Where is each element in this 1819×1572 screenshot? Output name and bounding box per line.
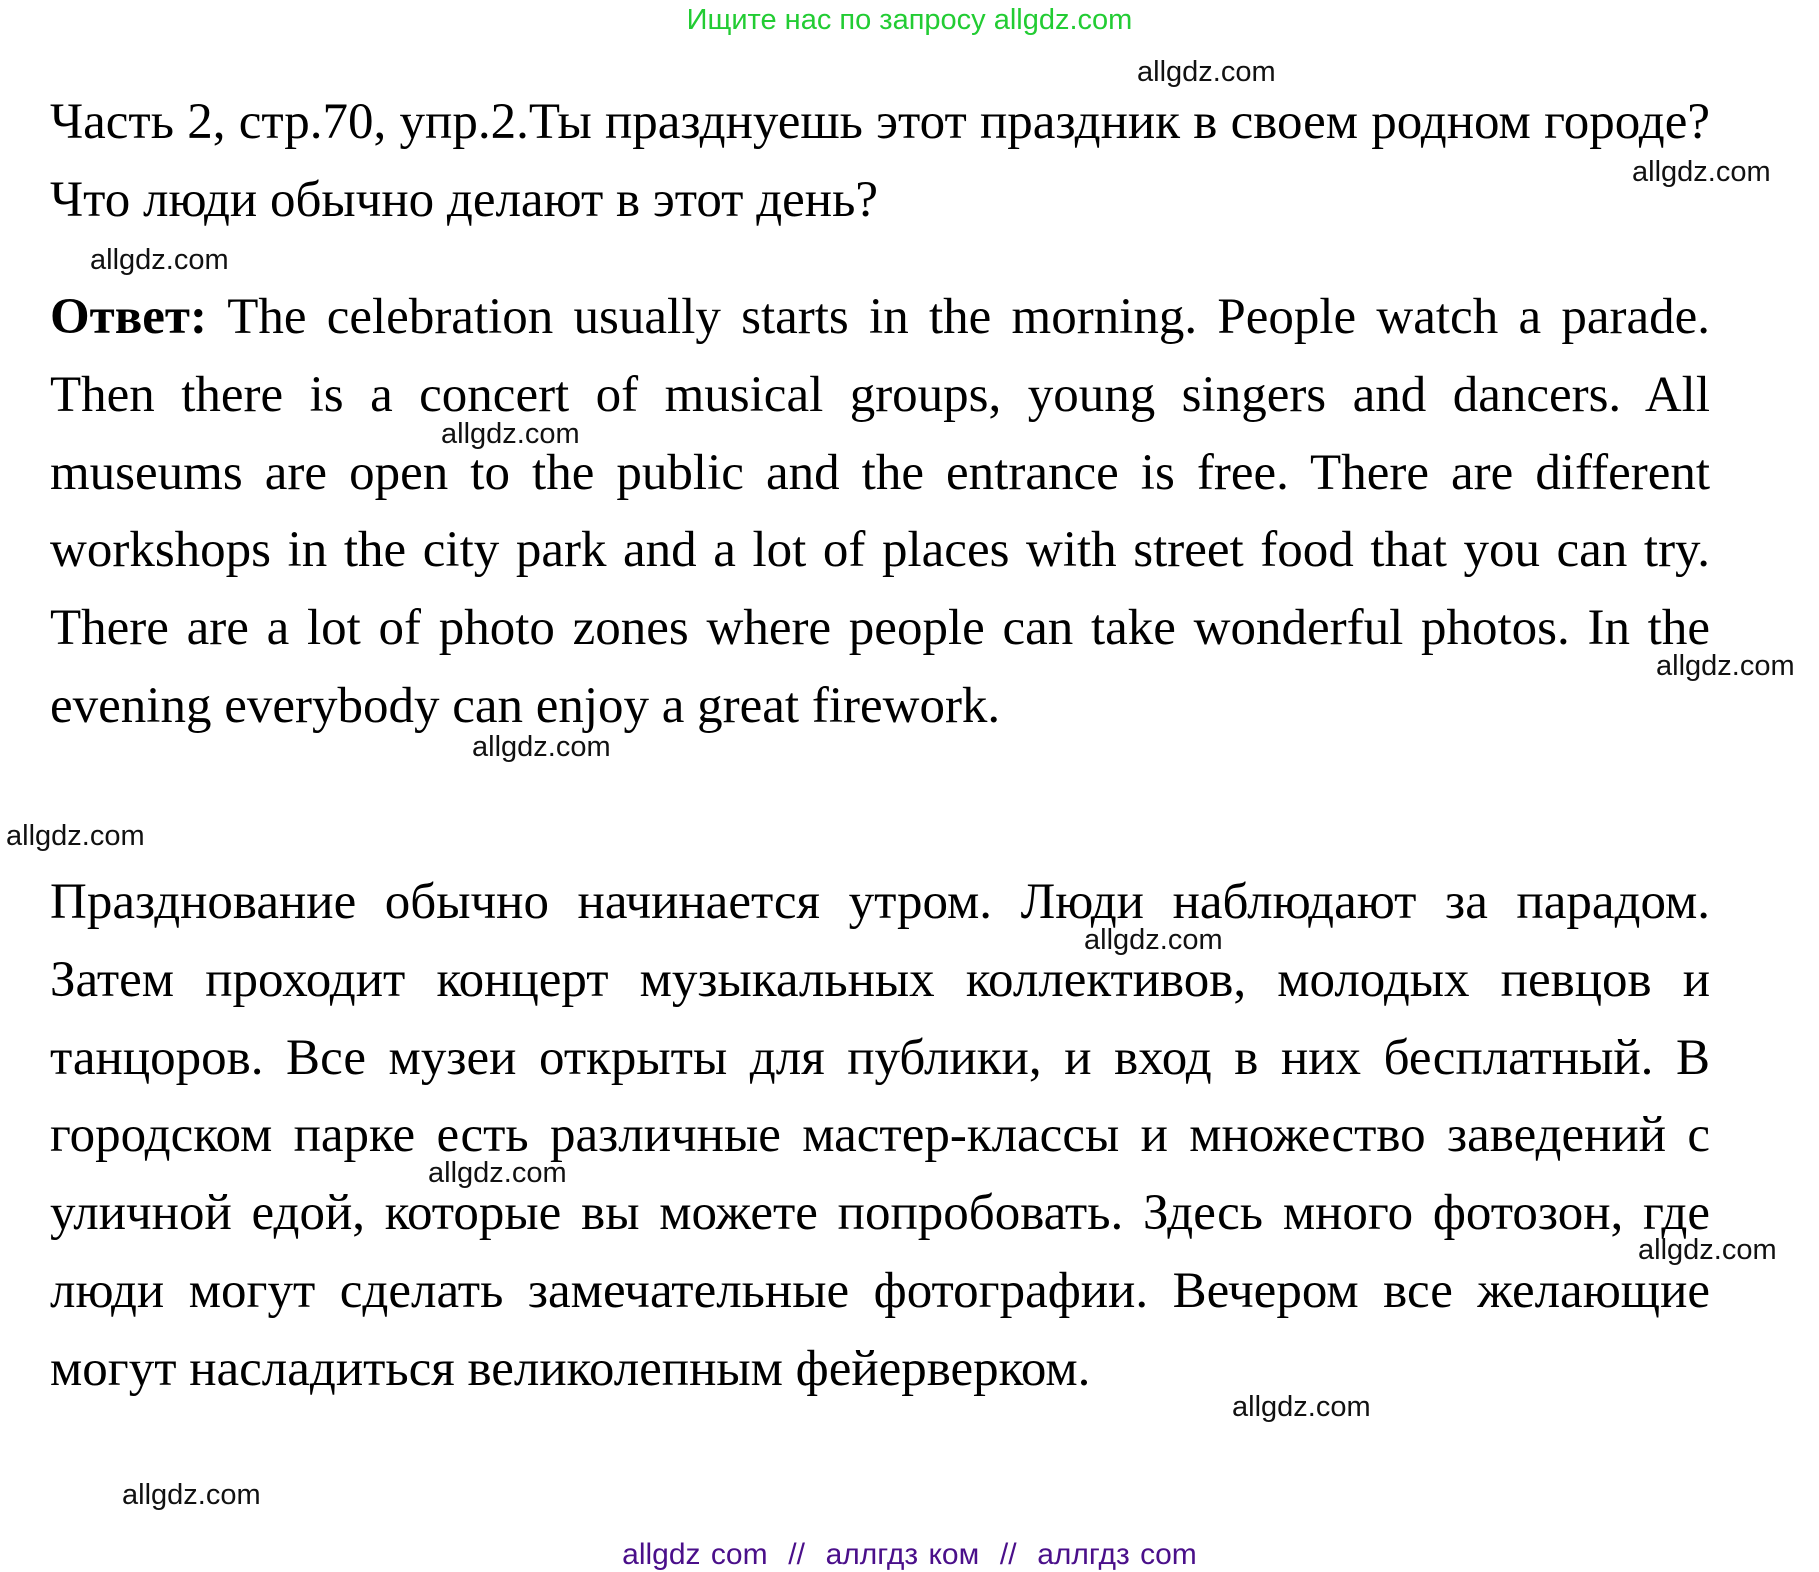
watermark: allgdz.com	[441, 418, 580, 450]
search-hint-banner: Ищите нас по запросу allgdz.com	[686, 4, 1133, 36]
question-text: Часть 2, стр.70, упр.2.Ты празднуешь этот праздник в своем родном городе? Что люди обычно делают в этот день?	[50, 94, 1710, 228]
answer-text: The celebration usually starts in the morning. People watch a parade. Then there is a concert of musical groups, young singers and dancers. All museums are open to the public and the entrance is free. There are different workshops in the city park and a lot of places with street food that you can try. There are a lot of photo zones where people can take wonderful photos. In the evening everybody can enjoy a great firework.	[50, 289, 1710, 734]
watermark: allgdz.com	[1084, 924, 1223, 956]
translation-block	[50, 864, 1710, 1409]
watermark: allgdz.com	[1232, 1391, 1371, 1423]
answer-label: Ответ:	[50, 289, 207, 345]
watermark: allgdz.com	[122, 1479, 261, 1511]
watermark: allgdz.com	[472, 731, 611, 763]
footer-links: allgdz com // аллгдз ком // аллгдз com	[622, 1538, 1197, 1571]
answer-paragraph	[50, 279, 1710, 746]
watermark: allgdz.com	[1656, 650, 1795, 682]
watermark: allgdz.com	[6, 820, 145, 852]
watermark: allgdz.com	[1638, 1234, 1777, 1266]
exercise-question	[50, 84, 1710, 240]
watermark: allgdz.com	[1632, 156, 1771, 188]
translation-text: Празднование обычно начинается утром. Люди наблюдают за парадом. Затем проходит концерт музыкальных коллективов, молодых певцов и танцоров. Все музеи открыты для публики, и вход в них бесплатный. В городском парке есть различные мастер-классы и множество заведений с уличной едой, которые вы можете попробовать. Здесь много фотозон, где люди могут сделать замечательные фотографии. Вечером все желающие могут насладиться великолепным фейерверком.	[50, 874, 1710, 1397]
watermark: allgdz.com	[428, 1157, 567, 1189]
watermark: allgdz.com	[90, 244, 229, 276]
answer-block	[50, 279, 1710, 746]
watermark: allgdz.com	[1137, 56, 1276, 88]
